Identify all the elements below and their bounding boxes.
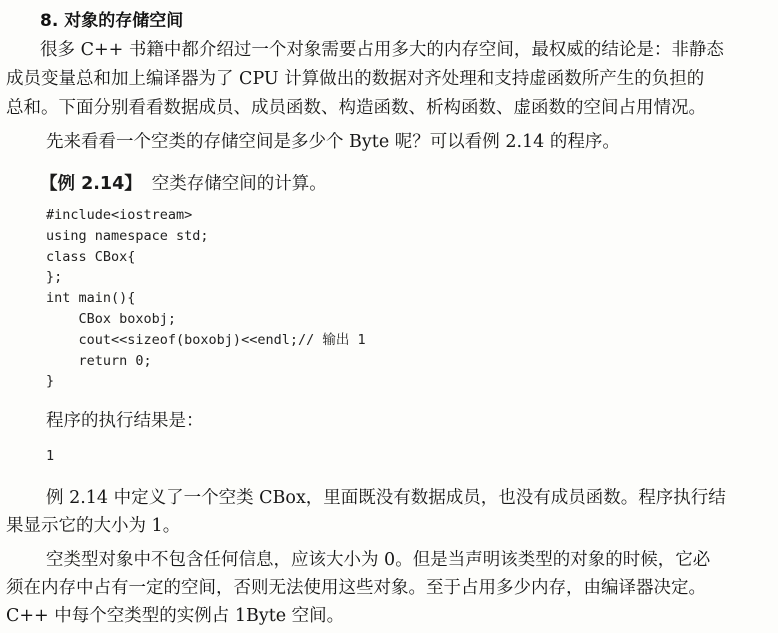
code-block (46, 205, 366, 392)
code-line: int main(){ (46, 290, 136, 307)
example-label: 【例 2.14】 (40, 174, 142, 194)
explanation-line-2: 果显示它的大小为 1。 (6, 516, 181, 536)
example-caption: 空类存储空间的计算。 (151, 174, 327, 194)
code-line: CBox boxobj; (46, 310, 177, 327)
conclusion-line-2: 须在内存中占有一定的空间，否则无法使用这些对象。至于占用多少内存，由编译器决定。 (6, 578, 706, 598)
conclusion-line-3: C++ 中每个空类型的实例占 1Byte 空间。 (6, 606, 345, 626)
intro-line-1: 很多 C++ 书籍中都介绍过一个对象需要占用多大的内存空间，最权威的结论是：非静态 (40, 40, 724, 60)
intro-line-3: 总和。下面分别看看数据成员、成员函数、构造函数、析构函数、虚函数的空间占用情况。 (6, 98, 706, 118)
example-title (40, 170, 327, 195)
section-heading: 8. 对象的存储空间 (40, 11, 184, 31)
code-line: class CBox{ (46, 248, 136, 265)
result-label: 程序的执行结果是： (46, 411, 204, 431)
code-line: } (46, 373, 55, 390)
explanation-line-1: 例 2.14 中定义了一个空类 CBox，里面既没有数据成员，也没有成员函数。程序执行结 (46, 488, 726, 508)
code-line: }; (46, 269, 63, 286)
code-line: return 0; (46, 352, 152, 369)
result-value: 1 (46, 448, 55, 464)
question-line: 先来看看一个空类的存储空间是多少个 Byte 呢？可以看例 2.14 的程序。 (46, 132, 620, 152)
conclusion-line-1: 空类型对象中不包含任何信息，应该大小为 0。但是当声明该类型的对象的时候，它必 (46, 550, 711, 570)
code-line: #include<iostream> (46, 207, 193, 223)
intro-line-2: 成员变量总和加上编译器为了 CPU 计算做出的数据对齐处理和支持虚函数所产生的负担的 (6, 69, 705, 89)
code-line: using namespace std; (46, 227, 209, 244)
code-line: cout<<sizeof(boxobj)<<endl;// 输出 1 (46, 331, 366, 348)
